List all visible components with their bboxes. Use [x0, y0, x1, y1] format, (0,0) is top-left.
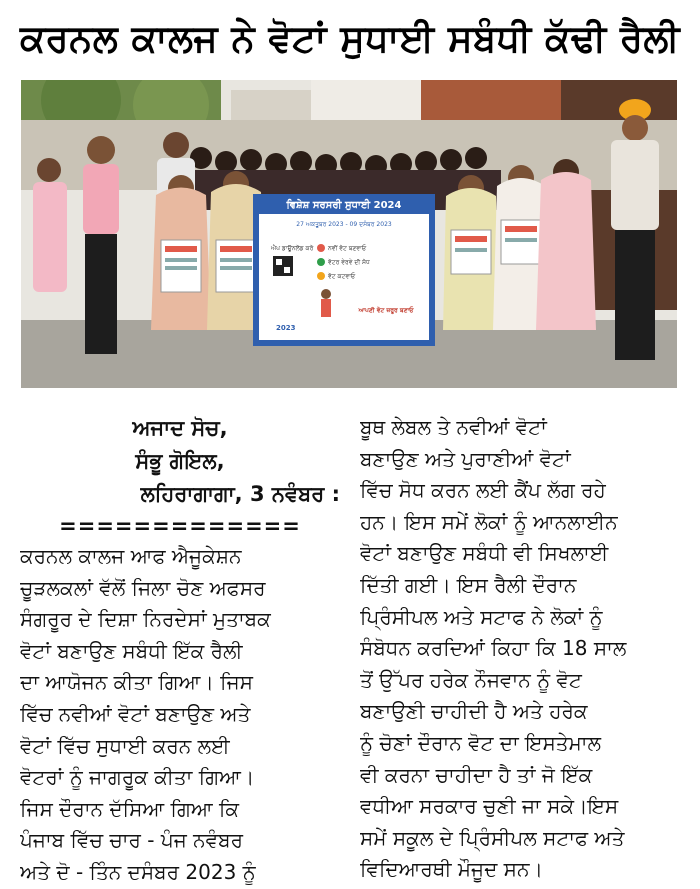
- byline-source: ਅਜਾਦ ਸੋਚ,: [132, 416, 228, 440]
- article-body-left: [20, 541, 340, 889]
- banner-bullet-icon: [317, 272, 325, 280]
- article-line: ਕਰਨਲ ਕਾਲਜ ਆਫ ਐਜੂਕੇਸ਼ਨ: [20, 544, 242, 568]
- headline: ਕਰਨਲ ਕਾਲਜ ਨੇ ਵੋਟਾਂ ਸੁਧਾਈ ਸਬੰਧੀ ਕੱਢੀ ਰੈਲੀ: [19, 17, 681, 60]
- banner-dates: 27 ਅਕਤੂਬਰ 2023 - 09 ਦਸੰਬਰ 2023: [296, 221, 392, 228]
- article-line: ਸੰਗਰੂਰ ਦੇ ਦਿਸ਼ਾ ਨਿਰਦੇਸਾਂ ਮੁਤਾਬਕ: [20, 607, 271, 632]
- article-line: ਵਿੱਚ ਨਵੀਆਂ ਵੋਟਾਂ ਬਣਾਉਣ ਅਤੇ: [20, 701, 251, 726]
- article-line: ਪੰਜਾਬ ਵਿੱਚ ਚਾਰ - ਪੰਜ ਨਵੰਬਰ: [20, 828, 244, 853]
- article-column-left: [20, 412, 340, 889]
- photo-woman-1: [151, 175, 211, 330]
- article-line: ਵਿਦਿਆਰਥੀ ਮੌਜੂਦ ਸਨ।: [360, 857, 543, 882]
- banner-bullet-icon: [317, 258, 325, 266]
- article-line: ਵਧੀਆ ਸਰਕਾਰ ਚੁਣੀ ਜਾ ਸਕੇ।ਇਸ: [360, 794, 619, 819]
- banner-figure-body: [321, 299, 331, 317]
- article-line: ਹਨ। ਇਸ ਸਮੇਂ ਲੋਕਾਂ ਨੂੰ ਆਨਲਾਈਨ: [360, 509, 618, 534]
- banner-item-3: ਵੋਟ ਕਟਵਾਓ: [328, 273, 356, 280]
- banner-app-label: ਐਪ ਡਾਊਨਲੋਡ ਕਰੋ: [271, 245, 314, 252]
- news-photo: [21, 80, 677, 388]
- banner-item-2: ਵੋਟਰ ਵੇਰਵੇ ਦੀ ਸੋਧ: [328, 259, 370, 266]
- article-line: ਬੂਥ ਲੇਬਲ ਤੇ ਨਵੀਆਂ ਵੋਟਾਂ: [360, 415, 547, 439]
- article-line: ਨੂੰ ਚੋਣਾਂ ਦੌਰਾਨ ਵੋਟ ਦਾ ਇਸਤੇਮਾਲ: [360, 730, 602, 755]
- article-line: ਸਮੇਂ ਸਕੂਲ ਦੇ ਪ੍ਰਿੰਸੀਪਲ ਸਟਾਫ ਅਤੇ: [360, 825, 625, 850]
- article-line: ਵੋਟਾਂ ਵਿੱਚ ਸੁਧਾਈ ਕਰਨ ਲਈ: [20, 733, 230, 758]
- article-line: ਵੋਟਰਾਂ ਨੂੰ ਜਾਗਰੂਕ ਕੀਤਾ ਗਿਆ।: [20, 765, 255, 790]
- article-line: ਵੋਟਾਂ ਬਣਾਉਣ ਸਬੰਧੀ ਵੀ ਸਿਖਲਾਈ: [360, 541, 609, 566]
- photo-woman-5: [536, 159, 596, 330]
- article-line: ਵੋਟਾਂ ਬਣਾਉਣ ਸਬੰਧੀ ਇੱਕ ਰੈਲੀ: [20, 638, 243, 663]
- banner-item-1: ਨਵੀਂ ਵੋਟ ਬਣਵਾਓ: [328, 245, 367, 252]
- article-column-right: [360, 412, 680, 886]
- article-line: ਵੀ ਕਰਨਾ ਚਾਹੀਦਾ ਹੈ ਤਾਂ ਜੋ ਇੱਕ: [360, 762, 593, 787]
- rally-photo-illustration: [21, 80, 677, 388]
- byline: [20, 412, 340, 511]
- article-line: ਬਣਾਉਣ ਅਤੇ ਪੁਰਾਣੀਆਂ ਵੋਟਾਂ: [360, 446, 571, 471]
- byline-divider: =============: [59, 514, 301, 538]
- article-line: ਦਿੱਤੀ ਗਈ। ਇਸ ਰੈਲੀ ਦੌਰਾਨ: [360, 572, 577, 597]
- byline-reporter: ਸੰਭੂ ਗੋਇਲ,: [135, 449, 225, 473]
- article-line: ਤੋਂ ਉੱਪਰ ਹਰੇਕ ਨੌਜਵਾਨ ਨੂੰ ਵੋਟ: [360, 667, 582, 692]
- article-line: ਪ੍ਰਿੰਸੀਪਲ ਅਤੇ ਸਟਾਫ ਨੇ ਲੋਕਾਂ ਨੂੰ: [360, 604, 603, 629]
- photo-building-2: [311, 80, 431, 120]
- banner-figure-head: [321, 289, 331, 299]
- rally-banner: [253, 194, 435, 346]
- banner-bullet-icon: [317, 244, 325, 252]
- banner-footer: ਆਪਣੀ ਵੋਟ ਜ਼ਰੂਰ ਬਣਾਓ: [358, 307, 414, 314]
- article-line: ਦਾ ਆਯੋਜਨ ਕੀਤਾ ਗਿਆ। ਜਿਸ: [20, 670, 253, 695]
- photo-woman-3: [443, 175, 499, 330]
- banner-title: ਵਿਸ਼ੇਸ਼ ਸਰਸਰੀ ਸੁਧਾਈ 2024: [286, 200, 402, 211]
- banner-year: 2023: [276, 324, 296, 332]
- article-line: ਬਣਾਉਣੀ ਚਾਹੀਦੀ ਹੈ ਅਤੇ ਹਰੇਕ: [360, 699, 588, 724]
- article-line: ਅਤੇ ਦੋ - ਤਿੰਨ ਦਸੰਬਰ 2023 ਨੂੰ: [20, 859, 256, 884]
- article-line: ਜਿਸ ਦੌਰਾਨ ਦੱਸਿਆ ਗਿਆ ਕਿ: [20, 796, 240, 821]
- article-body-right: [360, 412, 680, 886]
- byline-dateline: ਲਹਿਰਾਗਾਗਾ, 3 ਨਵੰਬਰ :: [140, 482, 340, 506]
- photo-person-left-1: [83, 136, 119, 354]
- article-line: ਸੰਬੋਧਨ ਕਰਦਿਆਂ ਕਿਹਾ ਕਿ 18 ਸਾਲ: [360, 636, 627, 661]
- article-line: ਚੂੜਲਕਲਾਂ ਵੱਲੋਂ ਜਿਲਾ ਚੋਣ ਅਫਸਰ: [20, 575, 266, 600]
- article-line: ਵਿੱਚ ਸੋਧ ਕਰਨ ਲਈ ਕੈਂਪ ਲੱਗ ਰਹੇ: [360, 478, 606, 503]
